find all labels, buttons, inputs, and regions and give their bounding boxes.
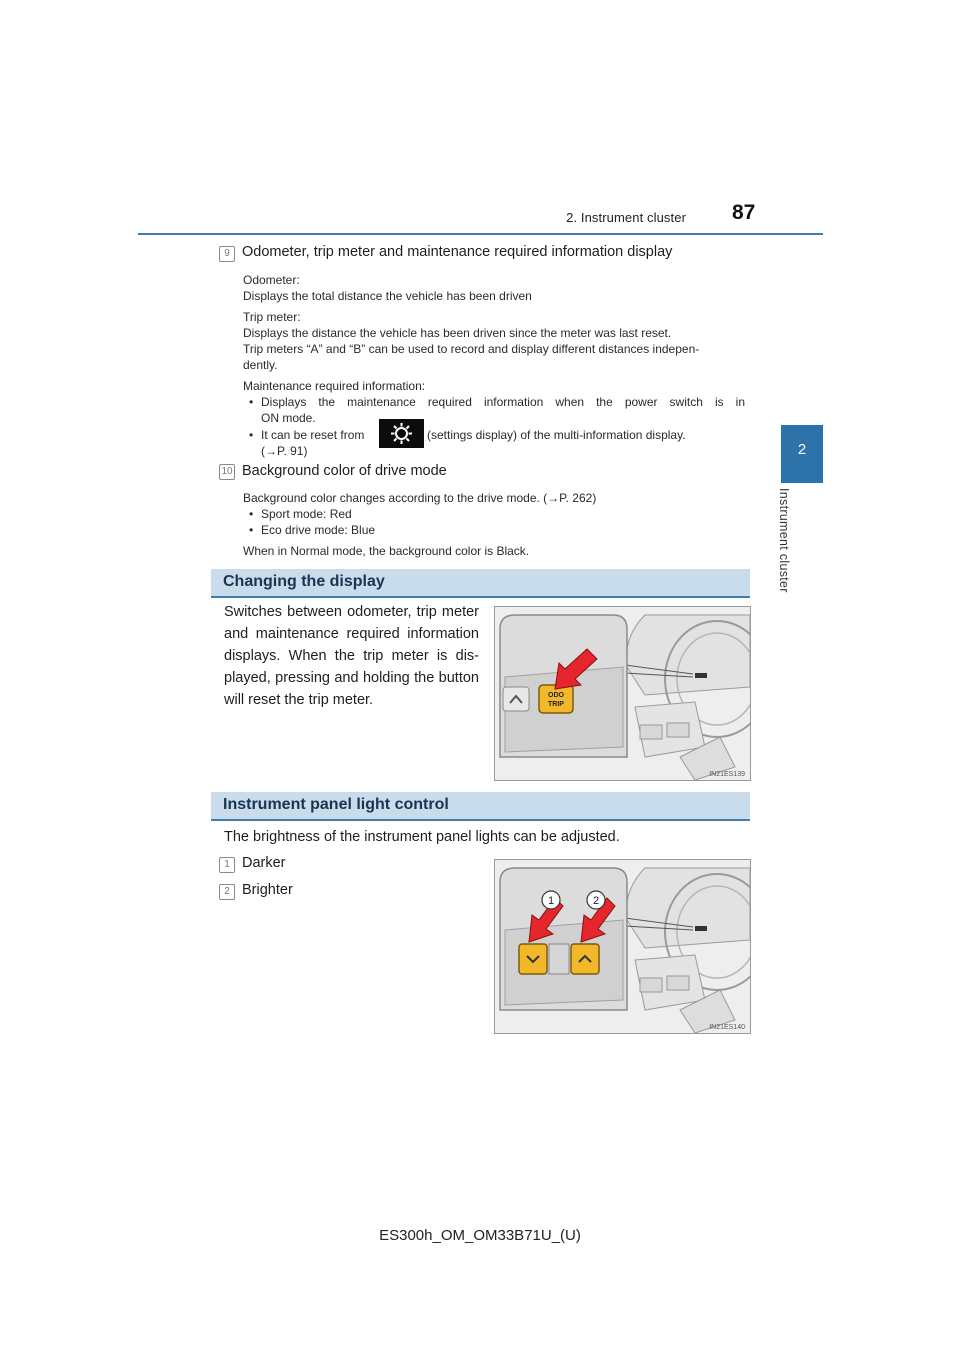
maintenance-bullet-1a: Displays the maintenance required information when the power switch is in <box>261 395 745 409</box>
maintenance-label: Maintenance required information: <box>243 379 426 393</box>
bullet: • <box>249 507 254 521</box>
callout-1: 1 <box>547 895 555 907</box>
changing-display-line-2: and maintenance required information <box>224 626 479 642</box>
section-heading: Instrument panel light control <box>223 796 449 813</box>
section-heading: Changing the display <box>223 573 385 590</box>
settings-display-icon <box>379 419 424 448</box>
trip-desc-1: Displays the distance the vehicle has been driven since the meter was last reset. <box>243 326 672 340</box>
item-number-badge: 1 <box>219 857 235 873</box>
gear-icon <box>379 419 424 448</box>
odometer-desc: Displays the total distance the vehicle has been driven <box>243 289 532 303</box>
document-code: ES300h_OM_OM33B71U_(U) <box>379 1227 581 1244</box>
background-desc: Background color changes according to the drive mode. (→P. 262) <box>243 491 597 505</box>
item-number-badge: 9 <box>219 246 235 262</box>
changing-display-line-5: will reset the trip meter. <box>224 692 374 708</box>
section-header-changing-display <box>211 569 750 598</box>
panel-light-illustration <box>494 859 751 1034</box>
chapter-tab-label: Instrument cluster <box>777 488 791 593</box>
odo-trip-button-illustration <box>494 606 751 781</box>
bullet: • <box>249 395 254 409</box>
item-number-badge: 2 <box>219 884 235 900</box>
odo-label: ODO <box>548 692 564 699</box>
maintenance-bullet-1b: ON mode. <box>261 411 316 425</box>
item-title-background: Background color of drive mode <box>242 463 447 479</box>
eco-mode-color: Eco drive mode: Blue <box>261 523 376 537</box>
brighter-label: Brighter <box>242 882 293 898</box>
maintenance-bullet-2b: (settings display) of the multi-information display. <box>427 428 686 442</box>
darker-label: Darker <box>242 855 286 871</box>
trip-desc-3: dently. <box>243 358 278 372</box>
chapter-tab-number: 2 <box>797 441 807 458</box>
bullet: • <box>249 428 254 442</box>
item-number-badge: 10 <box>219 464 235 480</box>
section-header-panel-light <box>211 792 750 821</box>
image-code: IN21ES139 <box>709 771 745 778</box>
trip-label: Trip meter: <box>243 310 301 324</box>
item-title-odometer: Odometer, trip meter and maintenance required information display <box>242 244 673 260</box>
panel-light-intro: The brightness of the instrument panel lights can be adjusted. <box>224 829 620 845</box>
trip-desc-2: Trip meters “A” and “B” can be used to record and display different distances indepen- <box>243 342 700 356</box>
dashboard-illustration <box>495 607 750 780</box>
trip-label-text: TRIP <box>548 701 564 708</box>
callout-2: 2 <box>592 895 600 907</box>
page-reference: (→P. 91) <box>261 444 308 458</box>
section-title: 2. Instrument cluster <box>566 210 686 225</box>
page-number: 87 <box>732 201 756 224</box>
bullet: • <box>249 523 254 537</box>
sport-mode-color: Sport mode: Red <box>261 507 352 521</box>
changing-display-line-1: Switches between odometer, trip meter <box>224 604 479 620</box>
changing-display-line-3: displays. When the trip meter is dis- <box>224 648 479 664</box>
image-code: IN21ES140 <box>709 1024 745 1031</box>
changing-display-line-4: played, pressing and holding the button <box>224 670 479 686</box>
header-rule <box>138 233 823 235</box>
dashboard-illustration <box>495 860 750 1033</box>
odometer-label: Odometer: <box>243 273 300 287</box>
normal-mode-note: When in Normal mode, the background color is Black. <box>243 544 530 558</box>
maintenance-bullet-2a: It can be reset from <box>261 428 365 442</box>
